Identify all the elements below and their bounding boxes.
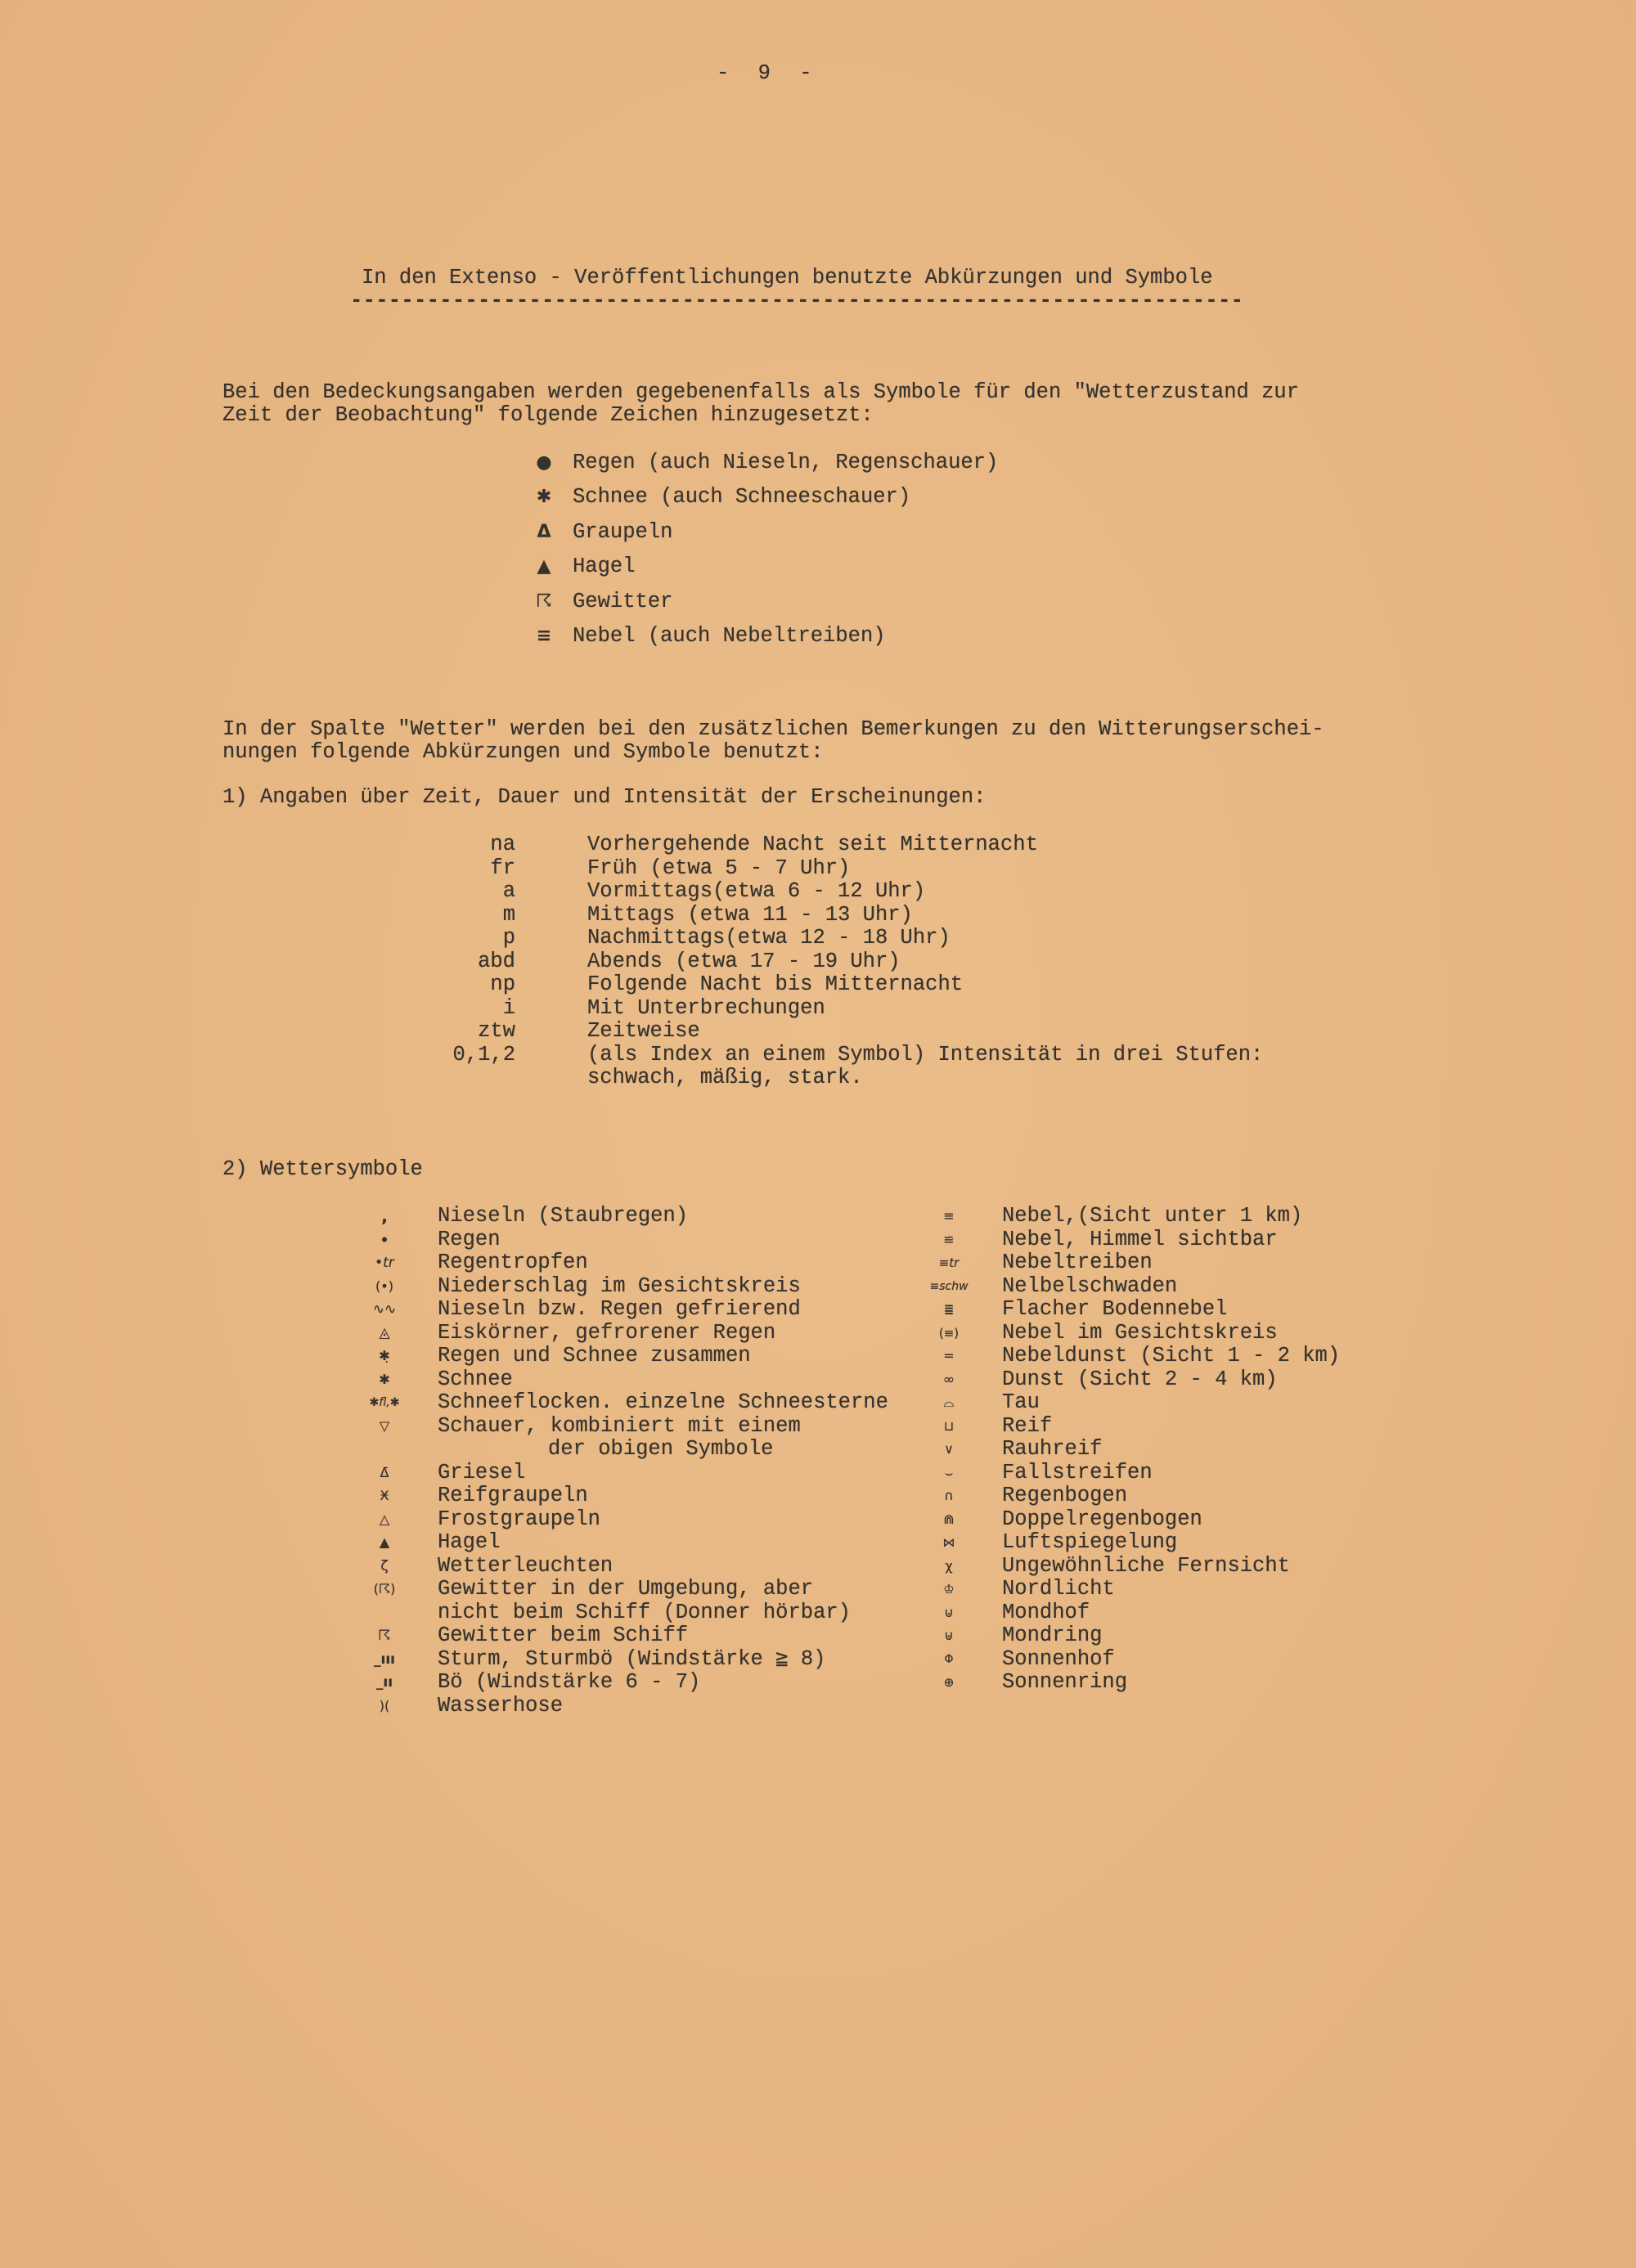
weather-symbol-label: Schnee (438, 1367, 513, 1391)
rain-icon: ● (536, 452, 552, 473)
ice-pellets-icon: ◬ (379, 1324, 390, 1341)
mirage-icon: ⋈ (942, 1535, 955, 1550)
weather-symbol-row (348, 1368, 888, 1392)
weather-symbol-row (912, 1531, 1436, 1555)
cover-symbol-label: Gewitter (573, 589, 673, 613)
abbreviation-row (417, 880, 1399, 904)
weather-symbol-label: Schneeflocken. einzelne Schneesterne (438, 1390, 888, 1414)
weather-symbol-label: Sturm, Sturmbö (Windstärke ≧ 8) (438, 1646, 826, 1671)
weather-symbol-label: Nelbelschwaden (1002, 1273, 1178, 1298)
weather-symbol-row (348, 1391, 888, 1415)
snow-grains-icon: Δ̄ (380, 1464, 389, 1480)
weather-symbol-row (348, 1695, 888, 1718)
snowflakes-icon: ✱fl,✱ (369, 1396, 400, 1409)
freezing-drizzle-rain-icon: ∿∿ (372, 1301, 397, 1318)
hail-icon: ▲ (379, 1534, 390, 1550)
abbreviation-row (417, 973, 1399, 997)
abbreviation: p (502, 926, 515, 950)
squall-icon: _ıı (375, 1674, 393, 1691)
weather-symbol-row (912, 1322, 1436, 1345)
weather-symbol-row (912, 1275, 1436, 1299)
weather-symbol-label: Schauer, kombiniert mit einem (438, 1413, 801, 1438)
cover-symbol-row (528, 619, 1264, 653)
weather-symbol-row (348, 1531, 888, 1555)
gale-icon: _ııı (374, 1650, 395, 1668)
fog-patches-icon: ≡schw (929, 1279, 969, 1293)
abbreviation-meaning: Vorhergehende Nacht seit Mitternacht (587, 833, 1038, 856)
rain-icon: • (380, 1229, 389, 1250)
weather-symbol-row (912, 1205, 1436, 1228)
rain-and-snow-icon: ✱̣ (379, 1348, 390, 1363)
page-title: In den Extenso - Veröffentlichungen benutzte Abkürzungen und Symbole (362, 266, 1213, 290)
weather-symbol-label: Nebel im Gesichtskreis (1002, 1320, 1278, 1345)
abbreviation: np (490, 972, 515, 996)
abbreviation-meaning: Nachmittags(etwa 12 - 18 Uhr) (587, 926, 951, 950)
fog-sky-visible-icon: ≌ (943, 1231, 955, 1247)
weather-symbol-label: Bö (Windstärke 6 - 7) (438, 1670, 701, 1694)
weather-symbol-label: Nebeltreiben (1002, 1251, 1153, 1274)
thunderstorm-at-ship-icon: ☈ (378, 1628, 391, 1644)
weather-symbol-label: Ungewöhnliche Fernsicht (1002, 1553, 1290, 1578)
abbreviation-meaning: Vormittags(etwa 6 - 12 Uhr) (587, 879, 926, 903)
abbreviation-row-continuation (417, 1067, 1399, 1090)
shallow-fog-icon: ≣ (943, 1302, 955, 1317)
weather-symbol-label: Tau (1002, 1390, 1040, 1414)
weather-symbol-row (348, 1228, 888, 1252)
weather-symbol-label: Regentropfen (438, 1251, 588, 1274)
abbreviation-row (417, 833, 1399, 857)
double-rainbow-icon: ⋒ (943, 1511, 955, 1527)
solar-corona-icon: Φ (944, 1652, 954, 1666)
weather-symbol-row (348, 1462, 888, 1485)
hail-icon: ▲ (537, 556, 551, 577)
weather-symbol-label: Doppelregenbogen (1002, 1507, 1202, 1531)
weather-symbol-row-continuation (348, 1438, 888, 1462)
weather-symbol-row (348, 1345, 888, 1368)
abbreviation-meaning: Abends (etwa 17 - 19 Uhr) (587, 949, 901, 973)
haze-icon: ∞ (942, 1371, 955, 1388)
weather-symbol-row (912, 1648, 1436, 1672)
weather-symbol-row (348, 1648, 888, 1672)
weather-symbol-row (348, 1578, 888, 1601)
weather-symbol-label: Nebel,(Sicht unter 1 km) (1002, 1204, 1303, 1228)
weather-symbol-label: Dunst (Sicht 2 - 4 km) (1002, 1367, 1278, 1391)
weather-symbol-row (912, 1555, 1436, 1579)
intro-line-2: Zeit der Beobachtung" folgende Zeichen hinzugesetzt: (222, 403, 874, 427)
fog-icon: ≡ (536, 625, 552, 646)
drifting-fog-icon: ≡tr (938, 1255, 960, 1270)
weather-symbol-label: Griesel (438, 1460, 526, 1484)
weather-symbol-row-continuation (348, 1601, 888, 1625)
abbreviation-meaning: Folgende Nacht bis Mitternacht (587, 972, 964, 996)
weather-symbol-label: Fallstreifen (1002, 1460, 1153, 1484)
weather-symbol-row (348, 1205, 888, 1228)
weather-symbol-label: Nordlicht (1002, 1577, 1115, 1601)
aurora-icon: ♔ (943, 1582, 955, 1597)
weather-symbol-label: Nebeldunst (Sicht 1 - 2 km) (1002, 1344, 1341, 1368)
weather-intro-line-1: In der Spalte "Wetter" werden bei den zusätzlichen Bemerkungen zu den Witterungserschei- (222, 717, 1324, 741)
weather-symbol-label: Frostgraupeln (438, 1507, 600, 1531)
abbreviation-row (417, 1044, 1399, 1067)
weather-symbol-row (348, 1484, 888, 1508)
sheet-lightning-icon: ζ (380, 1557, 389, 1574)
graupel-icon: Δ (537, 521, 551, 542)
shower-icon: ▽ (379, 1417, 390, 1434)
frost-pellets-icon: △ (379, 1511, 390, 1527)
weather-symbol-row (912, 1484, 1436, 1508)
weather-symbol-row (912, 1462, 1436, 1485)
weather-symbol-row (912, 1391, 1436, 1415)
cover-symbol-label: Schnee (auch Schneeschauer) (573, 485, 911, 510)
abbreviation-meaning: (als Index an einem Symbol) Intensität in drei Stufen: (587, 1042, 1264, 1067)
solar-halo-icon: ⊕ (943, 1675, 955, 1690)
weather-symbol-row (912, 1508, 1436, 1532)
cover-symbol-row (528, 480, 1264, 514)
lunar-halo-icon: ⊎ (944, 1628, 954, 1643)
page-number: - 9 - (717, 61, 820, 85)
intro-line-1: Bei den Bedeckungsangaben werden gegebenenfalls als Symbole für den "Wetterzustand zur (222, 380, 1300, 404)
weather-symbol-label: Hagel (438, 1530, 501, 1554)
abbreviation-row (417, 857, 1399, 881)
abbreviation: m (502, 902, 515, 927)
cover-symbol-label: Regen (auch Nieseln, Regenschauer) (573, 451, 999, 474)
weather-symbol-row (348, 1624, 888, 1648)
weather-symbol-label: Sonnenring (1002, 1670, 1128, 1694)
abbreviation-meaning: Früh (etwa 5 - 7 Uhr) (587, 856, 851, 880)
weather-symbols-right-column (912, 1205, 1436, 1695)
weather-symbol-row (348, 1415, 888, 1439)
weather-symbol-label: Regen (438, 1227, 501, 1251)
weather-symbol-row (912, 1671, 1436, 1695)
weather-symbol-row (348, 1508, 888, 1532)
weather-symbol-row (912, 1438, 1436, 1462)
section-2-heading: 2) Wettersymbole (222, 1157, 423, 1181)
weather-symbol-label: nicht beim Schiff (Donner hörbar) (438, 1600, 851, 1624)
unusual-visibility-icon: χ (945, 1557, 953, 1574)
waterspout-icon: )( (379, 1697, 390, 1713)
abbreviation-meaning: Mittags (etwa 11 - 13 Uhr) (587, 902, 913, 927)
weather-symbol-row (348, 1671, 888, 1695)
abbreviation: fr (490, 856, 515, 880)
weather-symbol-row (912, 1251, 1436, 1275)
abbreviation-meaning: Mit Unterbrechungen (587, 995, 825, 1020)
weather-symbol-label: Regen und Schnee zusammen (438, 1344, 751, 1368)
weather-intro-line-2: nungen folgende Abkürzungen und Symbole benutzt: (222, 740, 824, 764)
abbreviation-table (417, 833, 1399, 1090)
abbreviation-row (417, 997, 1399, 1021)
raindrops-icon: •tr (375, 1255, 394, 1271)
weather-symbol-row (912, 1345, 1436, 1368)
weather-symbol-label: der obigen Symbole (548, 1437, 774, 1461)
weather-symbol-label: Wasserhose (438, 1693, 564, 1718)
hoarfrost-icon: ⊔ (943, 1417, 955, 1434)
weather-symbol-label: Gewitter in der Umgebung, aber (438, 1577, 814, 1601)
cover-symbol-row (528, 446, 1264, 480)
weather-symbol-label: Gewitter beim Schiff (438, 1624, 689, 1647)
weather-symbol-row (912, 1578, 1436, 1601)
rime-icon: ∨ (944, 1441, 954, 1457)
abbreviation: ztw (478, 1019, 515, 1043)
snow-icon: ✱ (379, 1371, 390, 1387)
abbreviation: a (502, 879, 515, 903)
weather-symbol-row (348, 1275, 888, 1299)
weather-symbol-row (348, 1298, 888, 1322)
weather-symbol-label: Mondhof (1002, 1600, 1090, 1624)
title-underline: ---------------------------------------------------------------------- (350, 289, 1244, 312)
precipitation-in-sight-icon: (•) (375, 1278, 393, 1294)
weather-symbol-label: Nebel, Himmel sichtbar (1002, 1227, 1278, 1251)
weather-symbols-left-column (348, 1205, 888, 1718)
weather-symbol-row (912, 1298, 1436, 1322)
section-1-heading: 1) Angaben über Zeit, Dauer und Intensität der Erscheinungen: (222, 785, 987, 809)
cover-symbol-row (528, 550, 1264, 584)
weather-symbol-label: Mondring (1002, 1624, 1103, 1647)
abbreviation-row (417, 927, 1399, 950)
lunar-corona-icon: ⊍ (944, 1604, 954, 1620)
cover-symbol-label: Graupeln (573, 519, 673, 544)
abbreviation-row (417, 904, 1399, 927)
rainbow-icon: ∩ (944, 1488, 954, 1503)
weather-symbol-label: Nieseln (Staubregen) (438, 1204, 689, 1228)
thunderstorm-icon: ☈ (536, 591, 552, 612)
weather-symbol-row (912, 1415, 1436, 1439)
fog-icon: ≡ (943, 1208, 955, 1224)
weather-symbol-row (348, 1322, 888, 1345)
mist-icon: = (943, 1348, 955, 1363)
abbreviation-meaning: schwach, mäßig, stark. (587, 1066, 863, 1089)
weather-symbol-row (348, 1555, 888, 1579)
abbreviation-row (417, 1020, 1399, 1044)
weather-symbol-label: Regenbogen (1002, 1484, 1128, 1507)
cover-symbol-label: Nebel (auch Nebeltreiben) (573, 623, 886, 648)
weather-symbol-label: Nieseln bzw. Regen gefrierend (438, 1297, 801, 1321)
weather-symbol-row (912, 1368, 1436, 1392)
rime-pellets-icon: Ӿ (380, 1488, 389, 1503)
thunderstorm-nearby-icon: (☈) (373, 1581, 396, 1597)
weather-symbol-label: Rauhreif (1002, 1437, 1103, 1461)
weather-symbol-label: Reif (1002, 1413, 1053, 1438)
weather-symbol-row (912, 1601, 1436, 1625)
dew-icon: ⌓ (943, 1394, 955, 1410)
weather-symbol-row (912, 1228, 1436, 1252)
weather-symbol-label: Flacher Bodennebel (1002, 1297, 1228, 1321)
abbreviation: 0,1,2 (452, 1042, 515, 1067)
weather-symbol-row (912, 1624, 1436, 1648)
weather-symbol-label: Luftspiegelung (1002, 1530, 1178, 1554)
snow-icon: ✱ (536, 487, 552, 508)
weather-symbol-label: Eiskörner, gefrorener Regen (438, 1320, 776, 1345)
weather-symbol-label: Sonnenhof (1002, 1646, 1115, 1671)
cover-symbol-label: Hagel (573, 555, 636, 579)
abbreviation-meaning: Zeitweise (587, 1019, 700, 1043)
virga-icon: ⌣ (944, 1464, 954, 1480)
abbreviation: na (490, 833, 515, 856)
cover-symbol-list (528, 446, 1264, 653)
fog-in-sight-icon: (≡) (938, 1325, 960, 1341)
weather-symbol-label: Wetterleuchten (438, 1553, 614, 1578)
abbreviation: abd (478, 949, 515, 973)
cover-symbol-row (528, 515, 1264, 550)
abbreviation: i (502, 995, 515, 1020)
weather-symbol-label: Reifgraupeln (438, 1484, 588, 1507)
weather-symbol-row (348, 1251, 888, 1275)
cover-symbol-row (528, 585, 1264, 619)
weather-symbol-label: Niederschlag im Gesichtskreis (438, 1273, 801, 1298)
abbreviation-row (417, 950, 1399, 974)
drizzle-icon: , (381, 1206, 388, 1226)
